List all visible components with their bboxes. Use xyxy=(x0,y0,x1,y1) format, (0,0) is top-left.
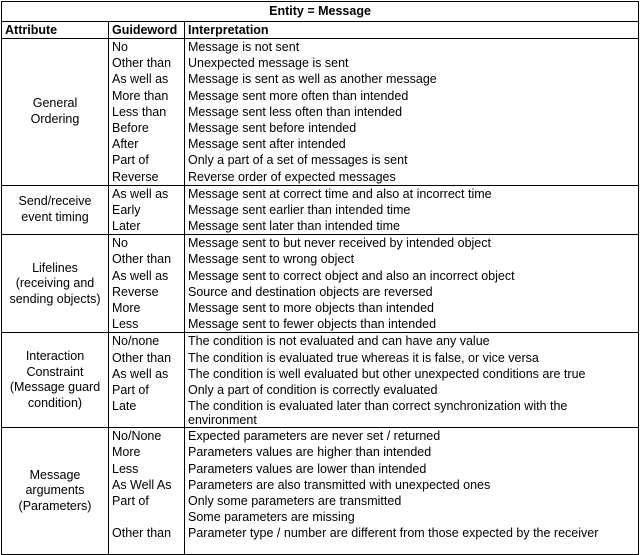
interpretation-text: Message sent later than intended time xyxy=(188,219,400,234)
guideword: Reverse xyxy=(112,169,159,184)
attribute-label-line: sending objects) xyxy=(9,291,101,306)
guideword: Before xyxy=(112,120,149,135)
interpretation-text: Parameters are also transmitted with unexpected ones xyxy=(188,477,491,492)
interpretation-text: Message sent after intended xyxy=(188,137,346,152)
guideword: Less than xyxy=(112,104,167,119)
table-row xyxy=(2,39,639,186)
guideword: Other than xyxy=(112,526,172,541)
guideword-cell xyxy=(109,428,185,555)
attribute-label-line: Send/receive xyxy=(18,194,92,209)
table-header-row xyxy=(2,22,639,39)
attribute-label-line: (Parameters) xyxy=(18,498,92,513)
interpretation-text: The condition is evaluated true whereas it is false, or vice versa xyxy=(188,350,539,365)
interpretation-text: Parameters values are lower than intended xyxy=(188,461,427,476)
attribute-label-line: (Message guard xyxy=(9,380,101,395)
guideword: More xyxy=(112,301,141,315)
interpretation-text: Only a part of a set of messages is sent xyxy=(188,153,408,168)
header-attribute: Attribute xyxy=(2,22,109,39)
table-title: Entity = Message xyxy=(2,2,639,22)
interpretation-text: Message sent less often than intended xyxy=(188,104,403,119)
interpretation-text: Message sent to fewer objects than intended xyxy=(188,317,437,332)
attribute-label-line: (receiving and xyxy=(15,276,95,291)
interpretation-cell xyxy=(185,235,639,333)
guideword: As well as xyxy=(112,366,169,381)
interpretation-text: Message sent to correct object and also an incorrect object xyxy=(188,268,515,283)
attribute-label-line: condition) xyxy=(27,395,83,410)
table-title-row xyxy=(2,2,639,22)
guideword-cell xyxy=(109,39,185,186)
interpretation-text: Message sent more often than intended xyxy=(188,88,409,103)
guideword: Reverse xyxy=(112,284,159,299)
header-guideword: Guideword xyxy=(109,22,185,39)
guideword: As well as xyxy=(112,268,169,283)
attribute-label-line: event timing xyxy=(21,209,89,224)
guideword: More xyxy=(112,445,141,460)
guideword-cell xyxy=(109,333,185,428)
guideword: After xyxy=(112,137,139,152)
attribute-label-line: Constraint xyxy=(26,364,84,379)
attribute-cell xyxy=(2,428,109,555)
table-row xyxy=(2,428,639,555)
interpretation-text: Message is sent as well as another message xyxy=(188,72,437,87)
guideword: As well as xyxy=(112,72,169,87)
attribute-cell xyxy=(2,333,109,428)
interpretation-text: The condition is evaluated later than correct synchronization with the environment xyxy=(188,399,568,427)
table-body xyxy=(2,39,639,555)
guideword-cell xyxy=(109,235,185,333)
table-row xyxy=(2,185,639,235)
interpretation-text: The condition is well evaluated but other unexpected conditions are true xyxy=(188,366,586,381)
interpretation-text: Parameter type / number are different from those expected by the receiver xyxy=(188,526,599,541)
guideword: Less xyxy=(112,461,139,476)
guideword: No/none xyxy=(112,334,160,349)
guideword: As Well As xyxy=(112,477,172,492)
interpretation-text: Reverse order of expected messages xyxy=(188,169,396,184)
guideword: Later xyxy=(112,219,141,234)
attribute-label-line: arguments xyxy=(25,483,85,498)
interpretation-text: Message sent to more objects than intended xyxy=(188,301,434,315)
interpretation-text: The condition is not evaluated and can have any value xyxy=(188,334,490,349)
attribute-label-line: General xyxy=(32,96,78,111)
table-row xyxy=(2,333,639,428)
attribute-label-line: Lifelines xyxy=(32,260,78,275)
attribute-cell xyxy=(2,185,109,235)
guideword: Other than xyxy=(112,350,172,365)
interpretation-cell xyxy=(185,333,639,428)
interpretation-text: Message sent earlier than intended time xyxy=(188,202,411,217)
interpretation-text: Parameters values are higher than intended xyxy=(188,445,432,460)
table-row xyxy=(2,235,639,333)
guideword: More than xyxy=(112,88,169,103)
hazop-table xyxy=(1,1,639,555)
guideword: Other than xyxy=(112,56,172,71)
interpretation-text: Some parameters are missing xyxy=(188,510,355,525)
interpretation-text: Only some parameters are transmitted xyxy=(188,493,402,508)
attribute-label-line: Ordering xyxy=(30,111,80,126)
guideword: Late xyxy=(112,399,137,414)
guideword: Part of xyxy=(112,153,149,168)
guideword xyxy=(112,509,181,525)
guideword: Early xyxy=(112,202,141,217)
interpretation-text: Source and destination objects are reversed xyxy=(188,284,433,299)
interpretation-text: Message sent at correct time and also at incorrect time xyxy=(188,186,492,201)
interpretation-text: Message sent to wrong object xyxy=(188,252,355,267)
guideword: Part of xyxy=(112,493,149,508)
interpretation-cell xyxy=(185,185,639,235)
attribute-cell xyxy=(2,235,109,333)
attribute-label-line: Interaction xyxy=(25,349,85,364)
guideword: As well as xyxy=(112,186,169,201)
attribute-cell xyxy=(2,39,109,186)
interpretation-text: Message sent to but never received by intended object xyxy=(188,236,491,251)
interpretation-text: Message is not sent xyxy=(188,40,300,54)
header-interpretation: Interpretation xyxy=(185,22,639,39)
interpretation-text: Unexpected message is sent xyxy=(188,56,349,71)
interpretation-text: Message sent before intended xyxy=(188,120,357,135)
guideword: Other than xyxy=(112,252,172,267)
attribute-label-line: Message xyxy=(29,467,81,482)
guideword: Less xyxy=(112,317,139,332)
interpretation-cell xyxy=(185,39,639,186)
interpretation-text: Only a part of condition is correctly evaluated xyxy=(188,382,438,397)
guideword: No/None xyxy=(112,429,162,444)
document-sheet xyxy=(1,1,638,555)
guideword: Part of xyxy=(112,382,149,397)
guideword: No xyxy=(112,236,128,251)
guideword: No xyxy=(112,40,128,54)
interpretation-cell xyxy=(185,428,639,555)
interpretation-text: Expected parameters are never set / returned xyxy=(188,429,441,444)
guideword-cell xyxy=(109,185,185,235)
